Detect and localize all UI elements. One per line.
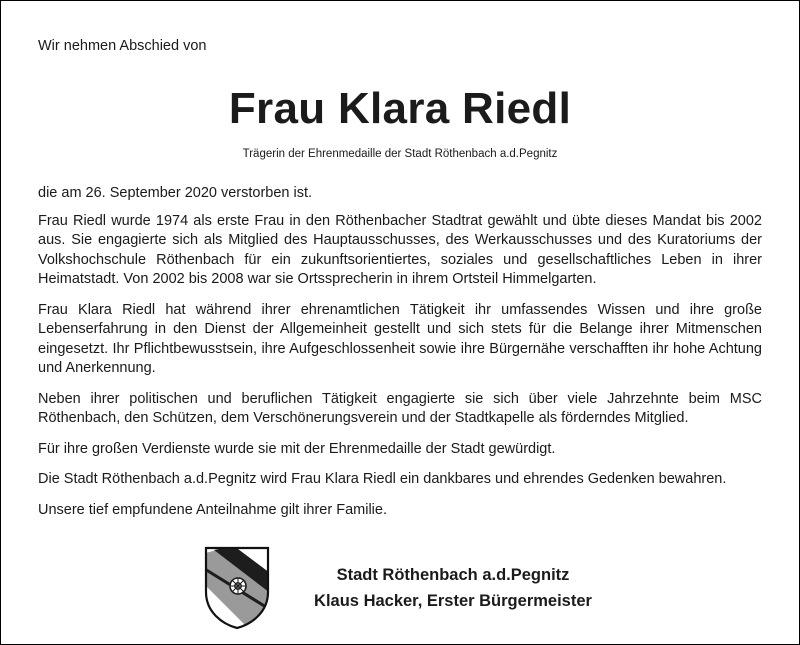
shield-icon	[204, 546, 270, 630]
signature-city: Stadt Röthenbach a.d.Pegnitz	[336, 566, 570, 584]
paragraph: Frau Klara Riedl hat während ihrer ehrenamtlichen Tätigkeit ihr umfassendes Wissen und ihre große Lebenserfahrung in den Dienst der Allgemeinheit gestellt und sich stets für die Belange ihrer Mitmenschen eingesetzt. Ihr Pflichtbewusstsein, ihre Aufgeschlossenheit sowie ihre Bürgernähe verschafften ihr hohe Achtung und Anerkennung.	[38, 301, 762, 376]
signature-block	[278, 562, 628, 614]
paragraph: Die Stadt Röthenbach a.d.Pegnitz wird Frau Klara Riedl ein dankbares und ehrendes Gedenken bewahren.	[38, 471, 727, 487]
paragraph: Unsere tief empfundene Anteilnahme gilt ihrer Familie.	[38, 501, 387, 518]
signature-mayor: Klaus Hacker, Erster Bürgermeister	[314, 592, 592, 610]
paragraph: Frau Riedl wurde 1974 als erste Frau in den Röthenbacher Stadtrat gewählt und übte dieses Mandat bis 2002 aus. Sie engagierte sich als Mitglied des Hauptausschusses, des Werkausschusses und des Kuratoriums der Volkshochschule Röthenbach für ein zukunftsorientiertes, soziales und gesellschaftliches Leben in ihrer Heimatstadt. Von 2002 bis 2008 war sie Ortssprecherin in ihrem Ortsteil Himmelgarten.	[38, 212, 762, 287]
obituary-body	[38, 184, 762, 531]
paragraph: die am 26. September 2020 verstorben ist.	[38, 185, 313, 201]
city-coat-of-arms	[204, 546, 270, 630]
deceased-name: Frau Klara Riedl	[228, 84, 572, 133]
honor-subtitle: Trägerin der Ehrenmedaille der Stadt Röthenbach a.d.Pegnitz	[242, 148, 558, 160]
paragraph: Neben ihrer politischen und beruflichen Tätigkeit engagierte sie sich über viele Jahrzehnte beim MSC Röthenbach, den Schützen, dem Verschönerungsverein und der Stadtkapelle als förderndes Mitglied.	[38, 390, 762, 426]
intro-line: Wir nehmen Abschied von	[38, 38, 207, 54]
paragraph: Für ihre großen Verdienste wurde sie mit der Ehrenmedaille der Stadt gewürdigt.	[38, 440, 556, 457]
